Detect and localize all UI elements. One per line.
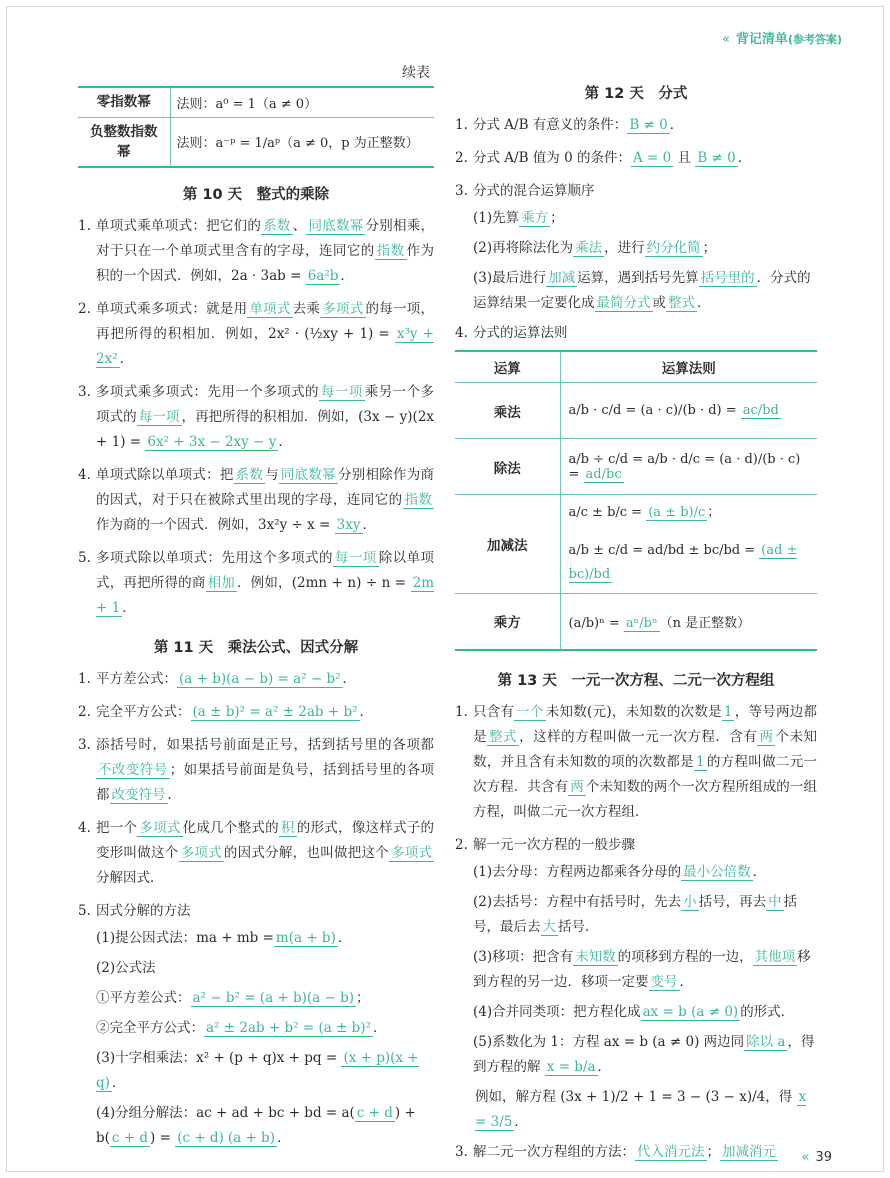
- answer: 多项式: [322, 301, 364, 317]
- sub-item: ①平方差公式： a² − b² = (a + b)(a − b) ；: [96, 990, 370, 1006]
- list-item: 2. 完全平方公式： (a ± b)² = a² ± 2ab + b² ．: [78, 704, 374, 720]
- sub-item: (2)去括号：方程中有括号时，先去 小 括号，再去 中 括号，最后去 大 括号．: [473, 893, 798, 935]
- answer: ax = b (a ≠ 0): [642, 1003, 739, 1020]
- answer: ad/bc: [585, 466, 622, 482]
- answer: 积: [280, 820, 295, 836]
- list-item: 1. 平方差公式： (a + b)(a − b) = a² − b² ．: [78, 671, 357, 687]
- answer: 加减消元: [722, 1143, 776, 1160]
- answer: (ad ± bc)/bd: [568, 543, 798, 582]
- answer: 每一项: [320, 384, 363, 400]
- answer: 未知数: [575, 948, 616, 965]
- table-row: [455, 495, 817, 594]
- list-item: 4. 分式的运算法则: [455, 325, 568, 341]
- answer: B ≠ 0: [697, 150, 736, 166]
- answer: 6x² + 3x − 2xy − y: [147, 434, 277, 450]
- answer: m(a + b): [275, 930, 336, 946]
- table-header-row: [455, 351, 817, 383]
- answer: 大: [542, 918, 556, 935]
- answer: 最简分式: [596, 295, 651, 311]
- sub-item: (1)先算 乘方 ；: [473, 210, 564, 226]
- answer: c + d: [111, 1130, 149, 1146]
- section-title: 第 13 天 一元一次方程、二元一次方程组: [497, 672, 775, 689]
- section-title: 第 11 天 乘法公式、因式分解: [153, 640, 359, 656]
- answer: 多项式: [180, 845, 222, 861]
- answer: a² − b² = (a + b)(a − b): [192, 990, 355, 1006]
- answer: 2m + 1: [96, 575, 435, 616]
- table-cell: a/c ± b/c = (a ± b)/c ； a/b ± c/d = ad/bd ± bc/bd = (ad ± bc)/bd: [560, 495, 817, 594]
- table-row: [78, 117, 434, 167]
- answer: 系数: [263, 218, 291, 234]
- answer: 1: [723, 703, 733, 720]
- answer: 乘法: [575, 240, 603, 256]
- sub-item: (4)合并同类项：把方程化成 ax = b (a ≠ 0) 的形式．: [473, 1003, 795, 1020]
- table-cell: 负整数指数幂: [78, 117, 170, 167]
- answer: 变号: [650, 973, 678, 990]
- list-item: 4. 单项式除以单项式：把 系数 与 同底数幂 分别相除作为商的因式，对于只在被除式里出现的字母，连同它的 指数作为商的一个因式．例如，3x²y ÷ x = 3xy ．: [78, 467, 435, 533]
- sub-item: (3)最后进行 加减 运算，遇到括号先算 括号里的 ．分式的运算结果一定要化成 最简分式 或 整式 ．: [473, 270, 811, 311]
- list-item: 3. 分式的混合运算顺序: [455, 183, 595, 199]
- continued-label: 续表: [402, 65, 430, 81]
- list-item: 3. 添括号时，如果括号前面是正号，括到括号里的各项都不改变符号 ；如果括号前面是负号，括到括号里的各项都 改变符号 ．: [78, 737, 435, 803]
- answer: 相加: [207, 575, 235, 591]
- table-cell: 乘方: [455, 594, 560, 650]
- answer: 同底数幂: [280, 467, 336, 483]
- answer: 乘方: [521, 210, 549, 226]
- sub-item: (1)去分母：方程两边都乘各分母的 最小公倍数 ．: [473, 863, 767, 880]
- table-cell: a/b · c/d = (a · c)/(b · d) = ac/bd: [560, 383, 817, 439]
- sub-item: (2)再将除法化为 乘法 ，进行 约分化简 ；: [473, 240, 717, 256]
- left-column: [78, 62, 434, 1156]
- sub-item: (3)移项：把含有 未知数 的项移到方程的一边， 其他项 移到方程的另一边．移项一定要 变号 ．: [473, 948, 811, 990]
- list-item: 1. 单项式乘单项式：把它们的 系数 、 同底数幂 分别相乘，对于只在一个单项式里含有的字母，连同它的 指数 作为积的一个因式．例如，2a · 3ab = 6a²b ．: [78, 218, 435, 284]
- table-cell: a/b ÷ c/d = a/b · d/c = (a · d)/(b · c) = ad/bc: [560, 439, 817, 495]
- table-row: [455, 439, 817, 495]
- list-item: 1. 分式 A/B 有意义的条件： B ≠ 0 ．: [455, 117, 684, 133]
- list-item: 3. 多项式乘多项式：先用一个多项式的 每一项 乘另一个多项式的 每一项 ，再把所得的积相加．例如，(3x − y)(2x + 1) = 6x² + 3x − 2xy − y ．: [78, 384, 435, 450]
- answer: 整式: [668, 295, 695, 311]
- chevron-left-icon: «: [801, 1150, 810, 1165]
- list-item: 1. 只含有 一个 未知数(元)，未知数的次数是 1 ，等号两边都是 整式 ，这样的方程叫做一元一次方程．含有 两 个未知数，并且含有未知数的项的次数都是 1 的方程叫做二元一次方程．共含有 两 个未知数的两个一次方程所组成的一组方程，叫做二元一次方程组．: [455, 703, 818, 820]
- answer: 6a²b: [307, 268, 339, 284]
- answer: 两: [570, 778, 584, 795]
- table-cell: 乘法: [455, 383, 560, 439]
- answer: x³y + 2x²: [96, 326, 434, 367]
- list-item: 5. 多项式除以单项式：先用这个多项式的 每一项 除以单项式，再把所得的商 相加 ．例如，(2mn + n) ÷ n = 2m + 1 ．: [78, 550, 435, 616]
- sub-item: (2)公式法: [96, 960, 156, 976]
- answer: ac/bd: [742, 403, 779, 418]
- table-row: [78, 87, 434, 117]
- answer: 约分化简: [646, 240, 701, 256]
- answer: (a ± b)² = a² ± 2ab + b²: [192, 704, 358, 720]
- page-header: [722, 28, 842, 47]
- chevron-left-icon: «: [721, 32, 730, 47]
- right-column: [455, 82, 817, 1173]
- answer: 加减: [548, 270, 576, 286]
- table-cell: 法则：a⁰ = 1（a ≠ 0）: [176, 96, 318, 112]
- answer: 代入消元法: [637, 1143, 705, 1160]
- section-title: 第 10 天 整式的乘除: [182, 187, 330, 203]
- answer: 两: [759, 728, 774, 745]
- sub-item: (5)系数化为 1：方程 ax = b (a ≠ 0) 两边同 除以 a ，得到方程的解 x = b/a ．: [473, 1033, 815, 1075]
- table-cell: 零指数幂: [78, 87, 170, 117]
- table-cell: 加减法: [455, 495, 560, 594]
- list-item: 3. 解二元一次方程组的方法： 代入消元法 ； 加减消元: [455, 1143, 776, 1160]
- answer: 其他项: [754, 948, 796, 965]
- page-footer: [801, 1150, 832, 1165]
- list-item: 2. 分式 A/B 值为 0 的条件： A = 0 且 B ≠ 0 ．: [455, 150, 752, 166]
- answer: 一个: [516, 703, 544, 720]
- answer: 系数: [235, 467, 264, 483]
- sub-item: 例如，解方程 (3x + 1)/2 + 1 = 3 − (3 − x)/4，得 x = 3/5 ．: [475, 1088, 807, 1130]
- column-header: 运算: [455, 351, 560, 383]
- table-row: [455, 594, 817, 650]
- answer: (a + b)(a − b) = a² − b²: [179, 671, 341, 687]
- answer: (c + d): [177, 1130, 224, 1146]
- list-item: 2. 解一元一次方程的一般步骤: [455, 836, 635, 853]
- answer: 改变符号: [111, 787, 166, 803]
- answer: 指数: [404, 492, 433, 508]
- answer: 中: [768, 893, 782, 910]
- answer: (a + b): [227, 1130, 275, 1146]
- answer: 最小公倍数: [683, 863, 751, 880]
- answer: 除以 a: [746, 1033, 786, 1050]
- answer: 1: [695, 753, 705, 770]
- answer: 每一项: [138, 409, 180, 425]
- answer: (x + p)(x + q): [96, 1050, 419, 1091]
- table-row: [455, 383, 817, 439]
- answer: 小: [683, 893, 697, 910]
- answer: 括号里的: [700, 270, 755, 286]
- answer: 同底数幂: [308, 218, 364, 234]
- table-cell: (a/b)ⁿ = aⁿ/bⁿ （n 是正整数）: [560, 594, 817, 650]
- answer: 整式: [489, 728, 518, 745]
- answer: A = 0: [632, 150, 672, 166]
- column-header: 运算法则: [560, 351, 817, 383]
- answer: B ≠ 0: [629, 117, 668, 133]
- table-cell: 法则：a⁻ᵖ = 1/aᵖ（a ≠ 0，p 为正整数）: [170, 117, 434, 167]
- answer: 单项式: [249, 301, 291, 317]
- answer: 多项式: [139, 820, 181, 836]
- sub-item: (4)分组分解法：ac + ad + bc + bd = a( c + d ) + b( c + d ) = (c + d) (a + b) ．: [96, 1105, 416, 1146]
- list-item: 5. 因式分解的方法: [78, 903, 191, 919]
- answer: 3xy: [336, 517, 361, 533]
- sub-item: ②完全平方公式： a² ± 2ab + b² = (a ± b)² ．: [96, 1020, 387, 1036]
- list-item: 2. 单项式乘多项式：就是用 单项式 去乘 多项式 的每一项，再把所得的积相加．例如，2x² · (½xy + 1) = x³y + 2x² ．: [78, 301, 435, 367]
- answer: 不改变符号: [98, 762, 168, 778]
- answer: 每一项: [334, 550, 377, 566]
- answer: a² ± 2ab + b² = (a ± b)²: [206, 1020, 372, 1036]
- header-subtitle: (参考答案): [787, 33, 842, 46]
- list-item: 4. 把一个 多项式 化成几个整式的 积 的形式，像这样式子的变形叫做这个 多项式 的因式分解，也叫做把这个 多项式分解因式．: [78, 820, 435, 886]
- table-cell: 除法: [455, 439, 560, 495]
- answer: aⁿ/bⁿ: [625, 615, 658, 631]
- answer: 指数: [376, 243, 405, 259]
- sub-item: (1)提公因式法：ma + mb = m(a + b) ．: [96, 930, 352, 946]
- operations-table: [455, 350, 817, 651]
- header-title: 背记清单: [735, 32, 788, 47]
- answer: 多项式: [391, 845, 433, 861]
- answer: c + d: [356, 1105, 393, 1121]
- exponent-table: [78, 86, 434, 168]
- answer: x = 3/5: [475, 1088, 807, 1130]
- page-number: 39: [815, 1150, 832, 1165]
- answer: (a ± b)/c: [648, 505, 706, 520]
- sub-item: (3)十字相乘法：x² + (p + q)x + pq = (x + p)(x + q) ．: [96, 1050, 419, 1091]
- answer: x = b/a: [546, 1058, 596, 1075]
- section-title: 第 12 天 分式: [584, 86, 688, 102]
